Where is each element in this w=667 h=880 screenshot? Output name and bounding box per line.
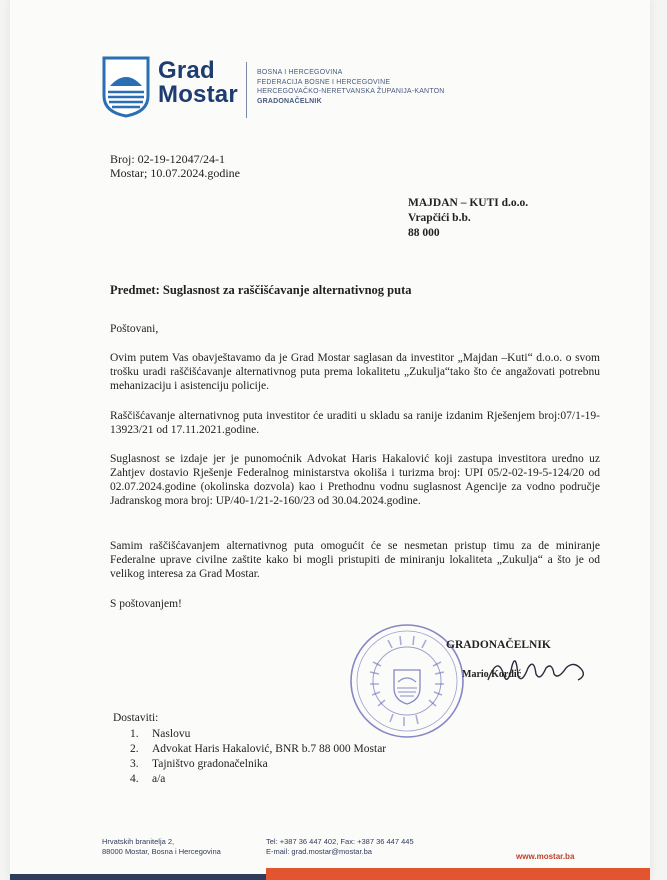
list-item: 2. Advokat Haris Hakalović, BNR b.7 88 000 Mostar <box>130 743 387 755</box>
letter-subject: Predmet: Suglasnost za raščišćavanje alternativnog puta <box>110 283 412 297</box>
distribution-list <box>130 727 386 787</box>
header-institution-lines <box>257 68 445 106</box>
signatory-title: GRADONAČELNIK <box>446 639 551 651</box>
brand-name-line1: Grad <box>158 57 215 84</box>
city-logo-icon <box>102 56 150 118</box>
list-item: 3. Tajništvo gradonačelnika <box>130 758 268 770</box>
footer-address-line1: Hrvatskih branitelja 2, <box>102 837 175 846</box>
recipient-postal: 88 000 <box>408 227 440 239</box>
footer-email[interactable]: E-mail: grad.mostar@mostar.ba <box>266 847 372 856</box>
closing: S poštovanjem! <box>110 598 182 610</box>
paragraph-4: Samim raščišćavanjem alternativnog puta omogućit će se nesmetan pristup timu za de miniranje Federalne uprave civilne zaštite kako bi mogli pristupiti de miniranju lokaliteta „Zukulja“ a što je od velikog interesa za Grad Mostar. <box>110 540 600 580</box>
reference-number: Broj: 02-19-12047/24-1 <box>110 152 225 166</box>
footer-website-link[interactable]: www.mostar.ba <box>516 852 575 861</box>
footer-address <box>102 837 221 857</box>
letter-page <box>10 0 650 880</box>
paragraph-2: Raščišćavanje alternativnog puta investitor će uraditi u skladu sa ranije izdanim Rješenjem broj:07/1-19-13923/21 od 17.11.2021.godine. <box>110 410 600 436</box>
header-line-office: GRADONAČELNIK <box>257 97 322 105</box>
header-line-country: BOSNA I HERCEGOVINA <box>257 69 343 76</box>
footer-address-line2: 88000 Mostar, Bosna i Hercegovina <box>102 847 221 856</box>
distribution-heading: Dostaviti: <box>113 712 159 724</box>
signatory-name: Mario Kordić <box>462 669 522 680</box>
reference-date: Mostar; 10.07.2024.godine <box>110 166 240 180</box>
header-line-canton: HERCEGOVAČKO-NERETVANSKA ŽUPANIJA-KANTON <box>257 88 445 96</box>
footer-dark-bar <box>10 874 266 880</box>
footer-contact <box>266 837 414 857</box>
footer-phone: Tel: +387 36 447 402, Fax: +387 36 447 445 <box>266 837 414 846</box>
recipient-name: MAJDAN – KUTI d.o.o. <box>408 197 529 209</box>
greeting: Poštovani, <box>110 323 159 335</box>
handwritten-signature-icon <box>482 646 592 690</box>
recipient-address <box>408 196 528 241</box>
paragraph-1: Ovim putem Vas obavještavamo da je Grad Mostar saglasan da investitor „Majdan –Kuti“ d.o.o. o svom trošku uradi raščišćavanje alternativnog puta prema lokalitetu „Zukulja“tako što će angažovati potrebnu mehanizaciju i asistenciju policije. <box>110 352 600 392</box>
header-line-federation: FEDERACIJA BOSNE I HERCEGOVINE <box>257 78 391 86</box>
brand-name-line2: Mostar <box>158 81 238 108</box>
footer-accent-bar <box>266 868 650 880</box>
header-divider <box>246 62 247 118</box>
paragraph-3: Suglasnost se izdaje jer je punomoćnik Advokat Haris Hakalović koji zastupa investitora uredno uz Zahtjev dostavio Rješenje Federalnog ministarstva okoliša i turizma broj: UPI 05/2-02-19-5-124/20 od 02.07.2024.godine (okolinska dozvola) kao i Prethodnu vodnu suglasnost Agencije za vodno područje Jadranskog mora broj: UP/40-1/21-2-160/23 od 30.04.2024.godine. <box>110 453 600 507</box>
list-item: 1. Naslovu <box>130 728 191 740</box>
list-item: 4. a/a <box>130 773 166 785</box>
recipient-street: Vrapčići b.b. <box>408 212 471 224</box>
